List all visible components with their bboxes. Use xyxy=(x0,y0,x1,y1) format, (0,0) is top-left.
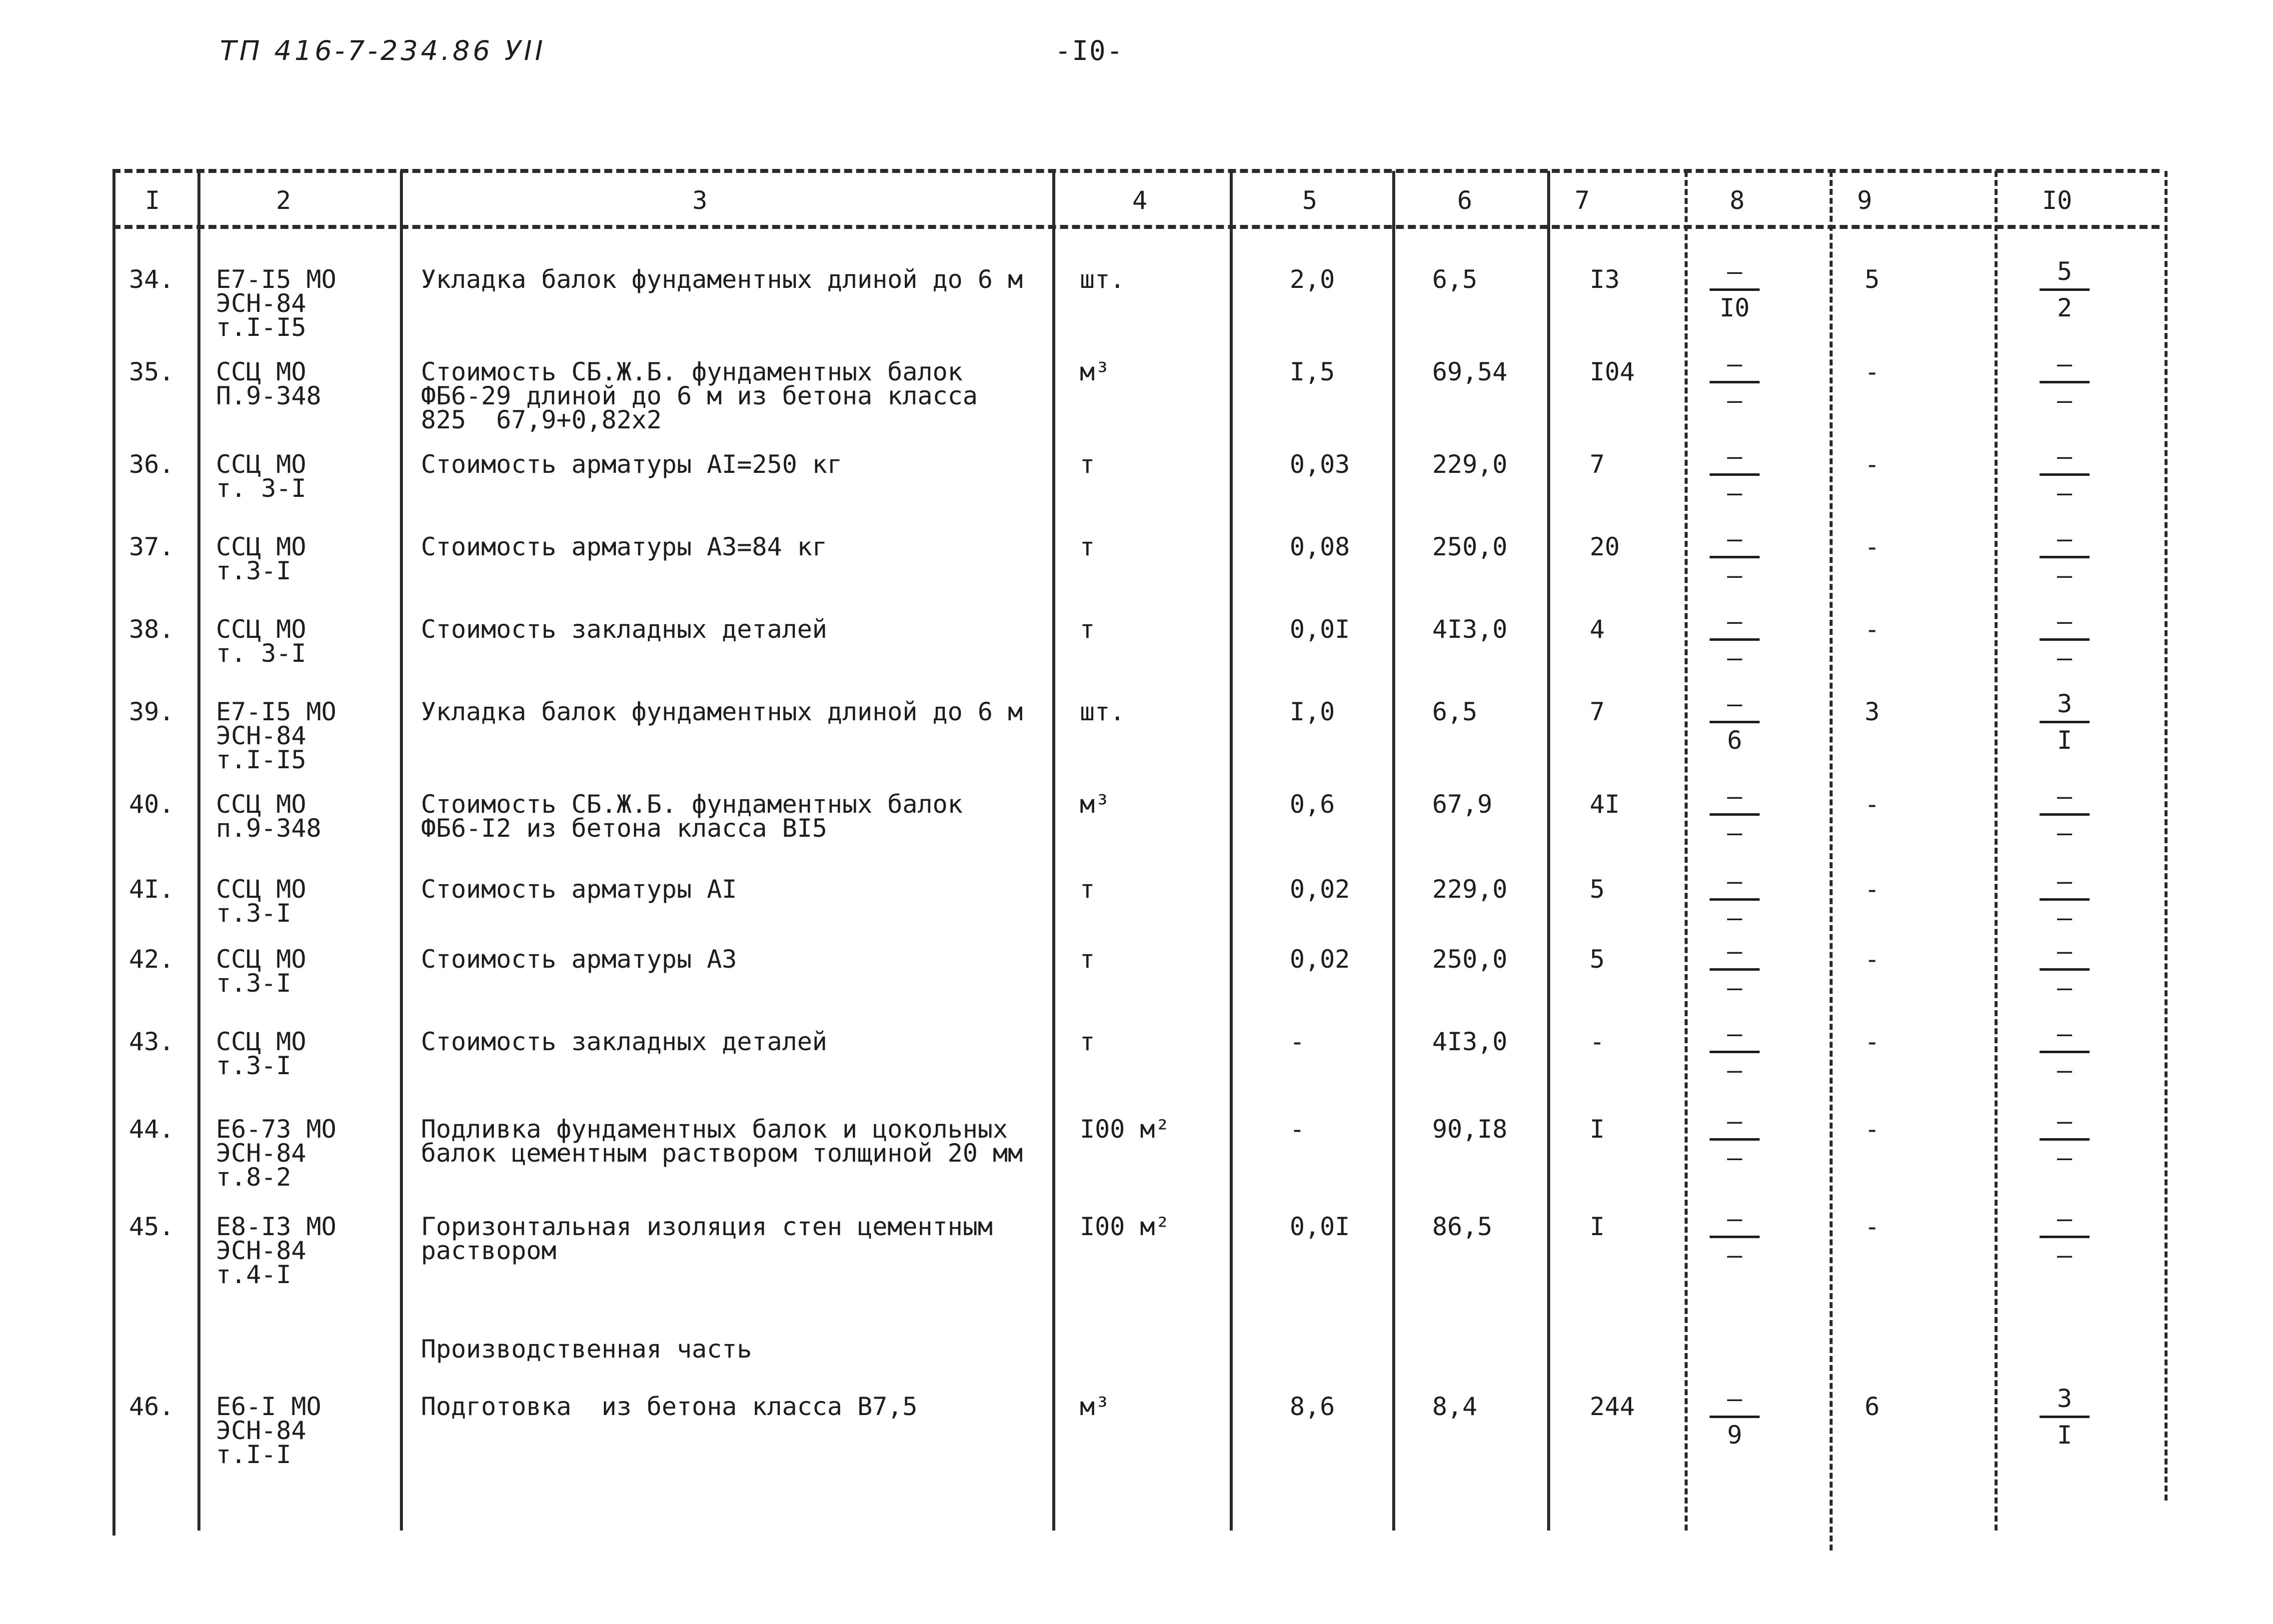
section-title: Производственная часть xyxy=(421,1335,752,1364)
col10-fraction-numerator: – xyxy=(2057,1204,2073,1233)
quantity: 0,02 xyxy=(1290,875,1350,904)
col9-value: - xyxy=(1865,790,1880,819)
col8-fraction-numerator: – xyxy=(1727,1384,1743,1413)
col9-value: 3 xyxy=(1865,697,1880,726)
col8-fraction xyxy=(1710,1020,1760,1084)
fraction-bar xyxy=(1710,1416,1760,1418)
col9-value: - xyxy=(1865,532,1880,561)
column-header: 8 xyxy=(1730,186,1745,215)
col8-fraction xyxy=(1710,867,1760,932)
col-divider xyxy=(1052,171,1055,1531)
col10-fraction-denominator: – xyxy=(2057,1143,2073,1172)
unit: м³ xyxy=(1080,790,1110,819)
col8-fraction xyxy=(1710,1205,1760,1269)
col8-fraction xyxy=(1710,690,1760,754)
col10-fraction-denominator: – xyxy=(2057,818,2073,847)
work-description: Подготовка из бетона класса В7,5 xyxy=(421,1392,918,1421)
col8-fraction-numerator: – xyxy=(1727,689,1743,718)
col-divider xyxy=(1392,171,1395,1531)
col9-value: 5 xyxy=(1865,265,1880,294)
col8-fraction xyxy=(1710,525,1760,589)
fraction-bar xyxy=(1710,898,1760,901)
work-description: Стоимость закладных деталей xyxy=(421,1027,827,1056)
col9-value: 6 xyxy=(1865,1392,1880,1421)
unit: т xyxy=(1080,532,1095,561)
unit-cost: 229,0 xyxy=(1432,450,1508,479)
fraction-bar xyxy=(1710,1138,1760,1141)
work-description: Горизонтальная изоляция стен цементным раствором xyxy=(421,1212,993,1265)
row-number: 39. xyxy=(129,697,174,726)
norm-code: ССЦ МО т. 3-I xyxy=(216,450,306,503)
unit: т xyxy=(1080,1027,1095,1056)
unit-cost: 6,5 xyxy=(1432,697,1478,726)
col-divider xyxy=(1547,171,1550,1531)
col10-fraction-denominator: – xyxy=(2057,1241,2073,1270)
row-number: 42. xyxy=(129,945,174,974)
col9-value: - xyxy=(1865,875,1880,904)
row-number: 46. xyxy=(129,1392,174,1421)
row-number: 34. xyxy=(129,265,174,294)
quantity: - xyxy=(1290,1027,1305,1056)
column-header: 2 xyxy=(276,186,291,215)
norm-code: ССЦ МО т.3-I xyxy=(216,875,306,928)
col8-fraction xyxy=(1710,607,1760,672)
unit: т xyxy=(1080,875,1095,904)
col9-value: - xyxy=(1865,1027,1880,1056)
col-divider xyxy=(1685,171,1688,1531)
unit-cost: 250,0 xyxy=(1432,532,1508,561)
norm-code: ССЦ МО т.3-I xyxy=(216,1027,306,1080)
col8-fraction-numerator: – xyxy=(1727,867,1743,896)
col10-fraction-numerator: – xyxy=(2057,442,2073,471)
col8-fraction-denominator: 9 xyxy=(1727,1421,1743,1450)
norm-code: ССЦ МО п.9-348 xyxy=(216,790,321,843)
total-cost: 5 xyxy=(1590,945,1605,974)
fraction-bar xyxy=(1710,381,1760,383)
fraction-bar xyxy=(1710,813,1760,816)
norm-code: ССЦ МО т.3-I xyxy=(216,532,306,585)
total-cost: 7 xyxy=(1590,450,1605,479)
work-description: Стоимость СБ.Ж.Б. фундаментных балок ФБ6-I2 из бетона класса ВI5 xyxy=(421,790,963,843)
fraction-bar xyxy=(2040,898,2090,901)
unit-cost: 6,5 xyxy=(1432,265,1478,294)
total-cost: I04 xyxy=(1590,357,1635,386)
col-divider xyxy=(197,171,200,1531)
col-divider xyxy=(400,171,403,1531)
total-cost: 20 xyxy=(1590,532,1620,561)
quantity: 0,6 xyxy=(1290,790,1335,819)
col9-value: - xyxy=(1865,1212,1880,1241)
quantity: - xyxy=(1290,1115,1305,1144)
unit-cost: 86,5 xyxy=(1432,1212,1493,1241)
fraction-bar xyxy=(2040,813,2090,816)
col10-fraction xyxy=(2040,1205,2090,1269)
norm-code: Е8-I3 МО ЭСН-84 т.4-I xyxy=(216,1212,336,1289)
col10-fraction-numerator: – xyxy=(2057,782,2073,811)
col10-fraction xyxy=(2040,442,2090,507)
col8-fraction xyxy=(1710,1385,1760,1449)
quantity: 2,0 xyxy=(1290,265,1335,294)
unit-cost: 250,0 xyxy=(1432,945,1508,974)
col9-value: - xyxy=(1865,357,1880,386)
col10-fraction-denominator: – xyxy=(2057,973,2073,1002)
total-cost: I xyxy=(1590,1115,1605,1144)
col10-fraction-denominator: – xyxy=(2057,1056,2073,1085)
col-divider xyxy=(2165,171,2168,1501)
work-description: Укладка балок фундаментных длиной до 6 м xyxy=(421,265,1023,294)
row-number: 40. xyxy=(129,790,174,819)
col8-fraction-denominator: – xyxy=(1727,1056,1743,1085)
fraction-bar xyxy=(2040,1236,2090,1238)
unit-cost: 69,54 xyxy=(1432,357,1508,386)
work-description: Стоимость арматуры А3 xyxy=(421,945,737,974)
quantity: 0,03 xyxy=(1290,450,1350,479)
work-description: Стоимость СБ.Ж.Б. фундаментных балок ФБ6-29 длиной до 6 м из бетона класса 825 67,9+0,82х2 xyxy=(421,357,978,434)
col8-fraction xyxy=(1710,350,1760,414)
col8-fraction-numerator: – xyxy=(1727,937,1743,966)
col10-fraction-numerator: 3 xyxy=(2057,689,2073,718)
col10-fraction xyxy=(2040,937,2090,1002)
total-cost: 4I xyxy=(1590,790,1620,819)
col8-fraction-denominator: – xyxy=(1727,386,1743,415)
col8-fraction xyxy=(1710,257,1760,322)
col8-fraction-denominator: – xyxy=(1727,643,1743,672)
table-header-border xyxy=(112,225,2160,229)
quantity: 0,0I xyxy=(1290,615,1350,644)
fraction-bar xyxy=(2040,721,2090,723)
fraction-bar xyxy=(2040,288,2090,291)
col10-fraction xyxy=(2040,1107,2090,1172)
col8-fraction xyxy=(1710,937,1760,1002)
col10-fraction-numerator: – xyxy=(2057,867,2073,896)
total-cost: 5 xyxy=(1590,875,1605,904)
col10-fraction-numerator: – xyxy=(2057,1019,2073,1048)
unit: шт. xyxy=(1080,697,1125,726)
total-cost: I xyxy=(1590,1212,1605,1241)
column-header: 5 xyxy=(1302,186,1318,215)
col8-fraction-denominator: – xyxy=(1727,903,1743,932)
column-header: I xyxy=(145,186,160,215)
unit: I00 м² xyxy=(1080,1212,1170,1241)
col-divider xyxy=(1995,171,1998,1531)
col9-value: - xyxy=(1865,615,1880,644)
total-cost: - xyxy=(1590,1027,1605,1056)
unit: т xyxy=(1080,450,1095,479)
unit: м³ xyxy=(1080,1392,1110,1421)
row-number: 36. xyxy=(129,450,174,479)
col8-fraction-numerator: – xyxy=(1727,442,1743,471)
total-cost: 7 xyxy=(1590,697,1605,726)
col8-fraction-numerator: – xyxy=(1727,524,1743,553)
col8-fraction-denominator: – xyxy=(1727,818,1743,847)
quantity: I,5 xyxy=(1290,357,1335,386)
col8-fraction-numerator: – xyxy=(1727,607,1743,636)
column-header: 6 xyxy=(1457,186,1473,215)
column-header: 7 xyxy=(1575,186,1590,215)
work-description: Стоимость арматуры АI=250 кг xyxy=(421,450,842,479)
unit: шт. xyxy=(1080,265,1125,294)
row-number: 35. xyxy=(129,357,174,386)
col8-fraction xyxy=(1710,442,1760,507)
total-cost: 244 xyxy=(1590,1392,1635,1421)
col10-fraction-numerator: 3 xyxy=(2057,1384,2073,1413)
col10-fraction xyxy=(2040,1385,2090,1449)
col10-fraction xyxy=(2040,257,2090,322)
col10-fraction-denominator: – xyxy=(2057,561,2073,590)
col10-fraction-numerator: – xyxy=(2057,607,2073,636)
col10-fraction-numerator: – xyxy=(2057,937,2073,966)
unit-cost: 4I3,0 xyxy=(1432,615,1508,644)
quantity: 8,6 xyxy=(1290,1392,1335,1421)
fraction-bar xyxy=(2040,1051,2090,1053)
col-divider xyxy=(1830,171,1833,1551)
col8-fraction-denominator: – xyxy=(1727,973,1743,1002)
col-divider xyxy=(1230,171,1233,1531)
unit: т xyxy=(1080,615,1095,644)
col8-fraction xyxy=(1710,782,1760,847)
fraction-bar xyxy=(2040,638,2090,641)
norm-code: Е6-73 МО ЭСН-84 т.8-2 xyxy=(216,1115,336,1192)
fraction-bar xyxy=(1710,1051,1760,1053)
row-number: 38. xyxy=(129,615,174,644)
unit-cost: 229,0 xyxy=(1432,875,1508,904)
document-code: ТП 416-7-234.86 УII xyxy=(220,35,546,66)
col-divider xyxy=(112,171,115,1536)
row-number: 43. xyxy=(129,1027,174,1056)
unit-cost: 90,I8 xyxy=(1432,1115,1508,1144)
fraction-bar xyxy=(2040,1416,2090,1418)
fraction-bar xyxy=(1710,288,1760,291)
unit-cost: 4I3,0 xyxy=(1432,1027,1508,1056)
col8-fraction-numerator: – xyxy=(1727,1019,1743,1048)
col8-fraction-numerator: – xyxy=(1727,782,1743,811)
col10-fraction xyxy=(2040,350,2090,414)
work-description: Стоимость арматуры АI xyxy=(421,875,737,904)
total-cost: 4 xyxy=(1590,615,1605,644)
norm-code: ССЦ МО П.9-348 xyxy=(216,357,321,410)
fraction-bar xyxy=(1710,968,1760,971)
col10-fraction-numerator: – xyxy=(2057,524,2073,553)
page-number: -I0- xyxy=(1055,35,1124,66)
col8-fraction-numerator: – xyxy=(1727,349,1743,378)
col10-fraction xyxy=(2040,525,2090,589)
fraction-bar xyxy=(2040,968,2090,971)
work-description: Укладка балок фундаментных длиной до 6 м xyxy=(421,697,1023,726)
fraction-bar xyxy=(1710,1236,1760,1238)
col9-value: - xyxy=(1865,1115,1880,1144)
table-top-border xyxy=(112,169,2160,173)
column-header: 4 xyxy=(1132,186,1148,215)
quantity: 0,08 xyxy=(1290,532,1350,561)
col9-value: - xyxy=(1865,945,1880,974)
quantity: I,0 xyxy=(1290,697,1335,726)
fraction-bar xyxy=(1710,473,1760,476)
row-number: 37. xyxy=(129,532,174,561)
col10-fraction-numerator: 5 xyxy=(2057,257,2073,286)
col10-fraction xyxy=(2040,782,2090,847)
norm-code: Е7-I5 МО ЭСН-84 т.I-I5 xyxy=(216,265,336,342)
col10-fraction-denominator: – xyxy=(2057,478,2073,507)
col10-fraction-numerator: – xyxy=(2057,1107,2073,1136)
norm-code: ССЦ МО т. 3-I xyxy=(216,615,306,668)
col8-fraction-denominator: – xyxy=(1727,1143,1743,1172)
col10-fraction xyxy=(2040,607,2090,672)
fraction-bar xyxy=(1710,721,1760,723)
col10-fraction xyxy=(2040,690,2090,754)
fraction-bar xyxy=(1710,638,1760,641)
column-header: I0 xyxy=(2042,186,2073,215)
column-header: 3 xyxy=(692,186,708,215)
col8-fraction-denominator: – xyxy=(1727,1241,1743,1270)
norm-code: Е7-I5 МО ЭСН-84 т.I-I5 xyxy=(216,697,336,774)
col9-value: - xyxy=(1865,450,1880,479)
col10-fraction-numerator: – xyxy=(2057,349,2073,378)
row-number: 44. xyxy=(129,1115,174,1144)
fraction-bar xyxy=(2040,381,2090,383)
row-number: 4I. xyxy=(129,875,174,904)
col8-fraction-numerator: – xyxy=(1727,1204,1743,1233)
unit: м³ xyxy=(1080,357,1110,386)
col8-fraction xyxy=(1710,1107,1760,1172)
work-description: Стоимость арматуры А3=84 кг xyxy=(421,532,827,561)
col10-fraction-denominator: – xyxy=(2057,386,2073,415)
fraction-bar xyxy=(2040,473,2090,476)
quantity: 0,02 xyxy=(1290,945,1350,974)
col8-fraction-denominator: – xyxy=(1727,478,1743,507)
unit-cost: 67,9 xyxy=(1432,790,1493,819)
col8-fraction-numerator: – xyxy=(1727,257,1743,286)
unit-cost: 8,4 xyxy=(1432,1392,1478,1421)
col10-fraction-denominator: I xyxy=(2057,726,2073,755)
col8-fraction-denominator: – xyxy=(1727,561,1743,590)
row-number: 45. xyxy=(129,1212,174,1241)
norm-code: Е6-I МО ЭСН-84 т.I-I xyxy=(216,1392,321,1469)
work-description: Подливка фундаментных балок и цокольных балок цементным раствором толщиной 20 мм xyxy=(421,1115,1023,1168)
col8-fraction-denominator: I0 xyxy=(1719,293,1750,322)
col10-fraction-denominator: 2 xyxy=(2057,293,2073,322)
col8-fraction-numerator: – xyxy=(1727,1107,1743,1136)
col10-fraction xyxy=(2040,867,2090,932)
col10-fraction-denominator: – xyxy=(2057,903,2073,932)
fraction-bar xyxy=(2040,556,2090,558)
column-header: 9 xyxy=(1857,186,1873,215)
col10-fraction-denominator: I xyxy=(2057,1421,2073,1450)
col8-fraction-denominator: 6 xyxy=(1727,726,1743,755)
col10-fraction xyxy=(2040,1020,2090,1084)
work-description: Стоимость закладных деталей xyxy=(421,615,827,644)
norm-code: ССЦ МО т.3-I xyxy=(216,945,306,998)
unit: т xyxy=(1080,945,1095,974)
quantity: 0,0I xyxy=(1290,1212,1350,1241)
fraction-bar xyxy=(2040,1138,2090,1141)
unit: I00 м² xyxy=(1080,1115,1170,1144)
fraction-bar xyxy=(1710,556,1760,558)
col10-fraction-denominator: – xyxy=(2057,643,2073,672)
total-cost: I3 xyxy=(1590,265,1620,294)
